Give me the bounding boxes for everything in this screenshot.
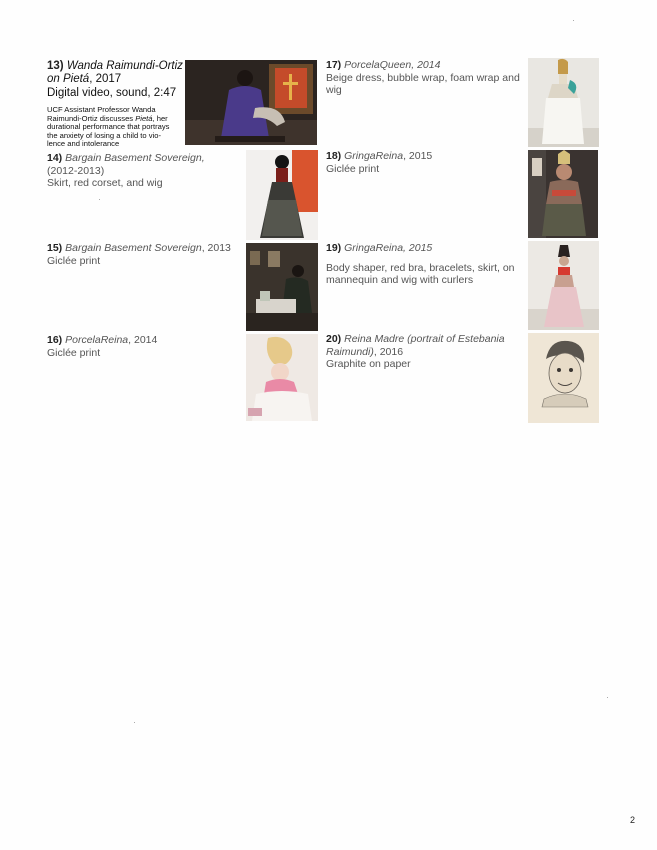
entry-title: GringaReina, 2015 <box>344 242 433 254</box>
speck <box>573 20 574 21</box>
entry-description: UCF Assistant Professor Wanda Raimundi-Ortiz discusses Pietá, her durational performance that portrays the anxiety of losing a child to vio-lence and intolerance <box>47 105 170 149</box>
entry-title: Bargain Basement Sovereign <box>65 242 202 254</box>
entry-medium: Graphite on paper <box>326 358 411 370</box>
entry-20 <box>326 333 526 371</box>
print-thumbnail <box>246 334 318 421</box>
drawing-thumbnail <box>528 333 599 423</box>
entry-year: , 2014 <box>128 334 158 346</box>
entry-title: Wanda Raimundi-Ortiz on Pietá <box>47 60 183 85</box>
entry-19 <box>326 242 526 287</box>
entry-title: Bargain Basement Sovereign, <box>65 152 205 164</box>
entry-13 <box>47 60 185 149</box>
entry-year: , 2016 <box>373 345 404 358</box>
entry-number: 16) <box>47 334 63 346</box>
print-thumbnail <box>246 243 318 331</box>
entry-medium: Skirt, red corset, and wig <box>47 177 163 189</box>
entry-number: 20) <box>326 333 342 345</box>
page-number: 2 <box>630 815 636 825</box>
entry-year: (2012-2013) <box>47 164 105 177</box>
entry-medium: Giclée print <box>47 346 101 359</box>
speck <box>607 697 608 698</box>
entry-number: 19) <box>326 242 342 254</box>
entry-number: 18) <box>326 150 342 162</box>
entry-medium: Body shaper, red bra, bracelets, skirt, on mannequin and wig with curlers <box>326 261 515 286</box>
entry-number: 15) <box>47 242 63 254</box>
entry-medium: Giclée print <box>326 162 380 175</box>
entry-year: , 2015 <box>403 150 433 162</box>
entry-medium: Giclée print <box>47 254 101 267</box>
video-still-thumbnail <box>185 60 317 145</box>
entry-15 <box>47 242 247 267</box>
entry-17 <box>326 59 526 97</box>
entry-year: , 2017 <box>89 73 122 85</box>
entry-16 <box>47 334 247 359</box>
entry-medium: Beige dress, bubble wrap, foam wrap and wig <box>326 71 520 96</box>
sculpture-thumbnail <box>528 241 599 330</box>
entry-14 <box>47 152 247 190</box>
entry-18 <box>326 150 526 175</box>
entry-number: 17) <box>326 59 342 71</box>
entry-title: PorcelaQueen, 2014 <box>344 59 441 71</box>
sculpture-thumbnail <box>528 58 599 147</box>
speck <box>99 199 100 200</box>
entry-medium: Digital video, sound, 2:47 <box>47 87 177 99</box>
entry-title: PorcelaReina <box>65 334 129 346</box>
entry-number: 13) <box>47 60 64 72</box>
sculpture-thumbnail <box>246 150 318 240</box>
entry-title: GringaReina <box>344 150 404 162</box>
speck <box>134 722 135 723</box>
print-thumbnail <box>528 150 598 238</box>
entry-title: Reina Madre (portrait of Estebania Raimundi) <box>326 333 505 358</box>
entry-year: , 2013 <box>201 242 231 254</box>
entry-number: 14) <box>47 152 63 164</box>
